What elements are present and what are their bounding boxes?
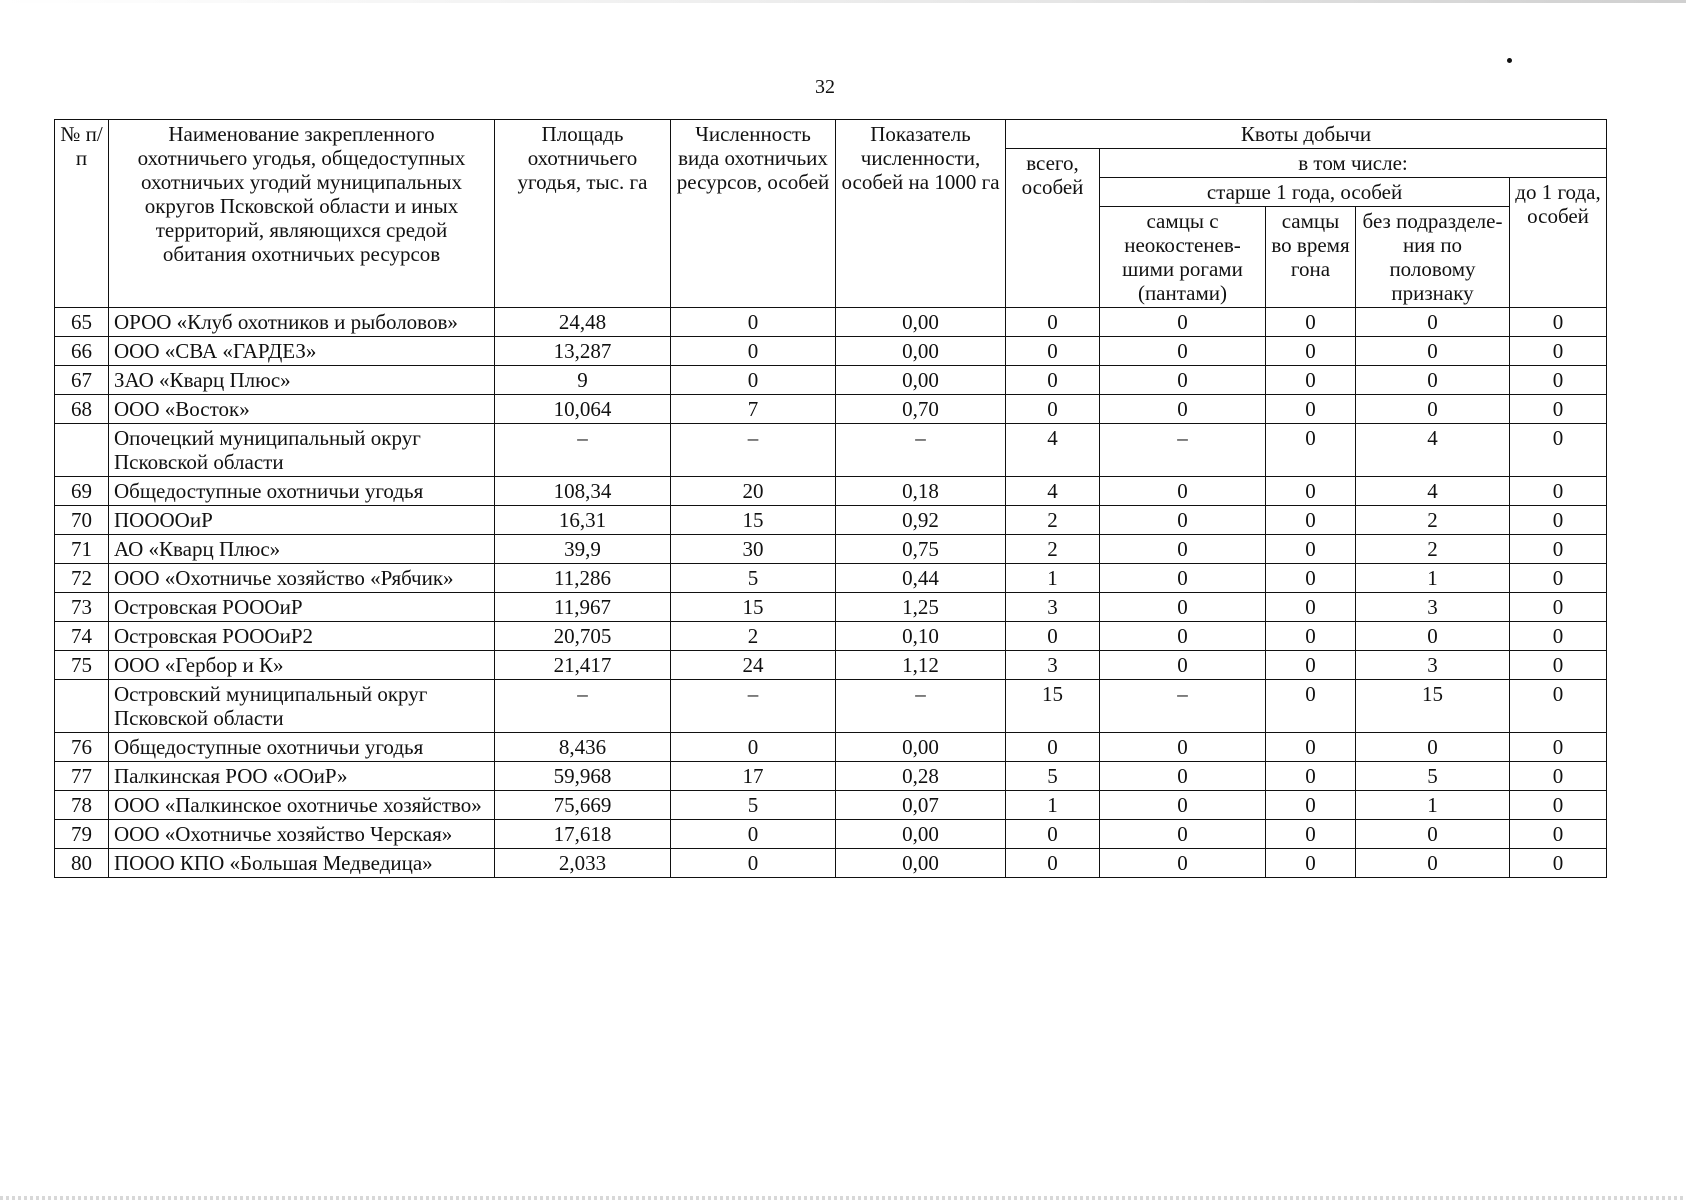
scan-top-edge bbox=[0, 0, 1686, 3]
cell-males-rut: 0 bbox=[1266, 535, 1356, 564]
cell-population: 15 bbox=[671, 506, 836, 535]
header-name: Наименование закрепленного охотничьего угодья, общедоступных охотничьих угодий муниципальных округов Псковской области и иных территорий, являющихся средой обитания охотничьих ресурсов bbox=[109, 120, 495, 308]
cell-area: 24,48 bbox=[495, 308, 671, 337]
cell-index: 0,00 bbox=[836, 733, 1006, 762]
cell-males-rut: 0 bbox=[1266, 680, 1356, 733]
cell-index: 0,00 bbox=[836, 849, 1006, 878]
header-no-sex: без подразделе-ния по половому признаку bbox=[1356, 207, 1510, 308]
cell-name: Островская РОООиР bbox=[109, 593, 495, 622]
cell-num: 69 bbox=[55, 477, 109, 506]
cell-no-sex: 1 bbox=[1356, 564, 1510, 593]
cell-population: 0 bbox=[671, 733, 836, 762]
cell-population: – bbox=[671, 680, 836, 733]
table-row bbox=[55, 564, 1607, 593]
cell-total: 0 bbox=[1006, 337, 1100, 366]
cell-name: Островская РОООиР2 bbox=[109, 622, 495, 651]
cell-index: 0,28 bbox=[836, 762, 1006, 791]
cell-area: 13,287 bbox=[495, 337, 671, 366]
table-row bbox=[55, 308, 1607, 337]
table-row bbox=[55, 424, 1607, 477]
table-row bbox=[55, 506, 1607, 535]
header-area: Площадь охотничьего угодья, тыс. га bbox=[495, 120, 671, 308]
cell-no-sex: 4 bbox=[1356, 477, 1510, 506]
cell-population: – bbox=[671, 424, 836, 477]
cell-name: ООО «СВА «ГАРДЕЗ» bbox=[109, 337, 495, 366]
cell-males-rut: 0 bbox=[1266, 308, 1356, 337]
cell-young: 0 bbox=[1510, 762, 1607, 791]
table-row bbox=[55, 535, 1607, 564]
cell-total: 0 bbox=[1006, 849, 1100, 878]
cell-index: 0,00 bbox=[836, 820, 1006, 849]
cell-males-rut: 0 bbox=[1266, 762, 1356, 791]
cell-name: Общедоступные охотничьи угодья bbox=[109, 477, 495, 506]
cell-young: 0 bbox=[1510, 535, 1607, 564]
cell-total: 2 bbox=[1006, 506, 1100, 535]
cell-males-antlers: 0 bbox=[1100, 477, 1266, 506]
cell-num: 78 bbox=[55, 791, 109, 820]
header-population: Численность вида охотничьих ресурсов, особей bbox=[671, 120, 836, 308]
cell-num bbox=[55, 424, 109, 477]
cell-name: Палкинская РОО «ООиР» bbox=[109, 762, 495, 791]
cell-area: 108,34 bbox=[495, 477, 671, 506]
table-row bbox=[55, 337, 1607, 366]
cell-index: 0,00 bbox=[836, 308, 1006, 337]
cell-males-rut: 0 bbox=[1266, 651, 1356, 680]
cell-num: 74 bbox=[55, 622, 109, 651]
cell-total: 0 bbox=[1006, 622, 1100, 651]
table-row bbox=[55, 762, 1607, 791]
cell-name: Опочецкий муниципальный округ Псковской области bbox=[109, 424, 495, 477]
cell-males-antlers: 0 bbox=[1100, 308, 1266, 337]
cell-males-antlers: 0 bbox=[1100, 622, 1266, 651]
table-row bbox=[55, 820, 1607, 849]
cell-total: 0 bbox=[1006, 308, 1100, 337]
cell-name: ПООО КПО «Большая Медведица» bbox=[109, 849, 495, 878]
cell-total: 15 bbox=[1006, 680, 1100, 733]
cell-young: 0 bbox=[1510, 477, 1607, 506]
cell-young: 0 bbox=[1510, 506, 1607, 535]
cell-index: 1,25 bbox=[836, 593, 1006, 622]
cell-area: 16,31 bbox=[495, 506, 671, 535]
cell-index: 0,18 bbox=[836, 477, 1006, 506]
cell-males-antlers: 0 bbox=[1100, 593, 1266, 622]
cell-index: 0,00 bbox=[836, 337, 1006, 366]
cell-area: – bbox=[495, 680, 671, 733]
cell-index: 0,10 bbox=[836, 622, 1006, 651]
cell-no-sex: 0 bbox=[1356, 337, 1510, 366]
cell-young: 0 bbox=[1510, 791, 1607, 820]
cell-index: 0,07 bbox=[836, 791, 1006, 820]
cell-total: 1 bbox=[1006, 564, 1100, 593]
cell-no-sex: 4 bbox=[1356, 424, 1510, 477]
cell-total: 0 bbox=[1006, 366, 1100, 395]
cell-area: 75,669 bbox=[495, 791, 671, 820]
cell-total: 0 bbox=[1006, 733, 1100, 762]
cell-population: 0 bbox=[671, 820, 836, 849]
cell-index: – bbox=[836, 680, 1006, 733]
table-row bbox=[55, 791, 1607, 820]
cell-name: ООО «Охотничье хозяйство Черская» bbox=[109, 820, 495, 849]
cell-name: Общедоступные охотничьи угодья bbox=[109, 733, 495, 762]
cell-no-sex: 0 bbox=[1356, 849, 1510, 878]
cell-total: 2 bbox=[1006, 535, 1100, 564]
cell-young: 0 bbox=[1510, 395, 1607, 424]
cell-young: 0 bbox=[1510, 424, 1607, 477]
cell-total: 4 bbox=[1006, 477, 1100, 506]
cell-males-antlers: 0 bbox=[1100, 820, 1266, 849]
cell-total: 4 bbox=[1006, 424, 1100, 477]
cell-num bbox=[55, 680, 109, 733]
cell-population: 0 bbox=[671, 308, 836, 337]
cell-num: 80 bbox=[55, 849, 109, 878]
cell-males-rut: 0 bbox=[1266, 564, 1356, 593]
cell-population: 0 bbox=[671, 337, 836, 366]
cell-area: 11,967 bbox=[495, 593, 671, 622]
cell-males-antlers: 0 bbox=[1100, 791, 1266, 820]
cell-males-rut: 0 bbox=[1266, 366, 1356, 395]
cell-no-sex: 0 bbox=[1356, 366, 1510, 395]
cell-population: 0 bbox=[671, 366, 836, 395]
cell-area: 11,286 bbox=[495, 564, 671, 593]
cell-no-sex: 0 bbox=[1356, 395, 1510, 424]
cell-num: 79 bbox=[55, 820, 109, 849]
cell-index: 0,92 bbox=[836, 506, 1006, 535]
cell-name: Островский муниципальный округ Псковской области bbox=[109, 680, 495, 733]
cell-num: 65 bbox=[55, 308, 109, 337]
cell-population: 7 bbox=[671, 395, 836, 424]
cell-index: 0,70 bbox=[836, 395, 1006, 424]
header-young: до 1 года, особей bbox=[1510, 178, 1607, 308]
cell-area: 21,417 bbox=[495, 651, 671, 680]
table-row bbox=[55, 849, 1607, 878]
cell-males-antlers: 0 bbox=[1100, 762, 1266, 791]
table-header bbox=[55, 120, 1607, 308]
header-index: Показатель численности, особей на 1000 га bbox=[836, 120, 1006, 308]
cell-no-sex: 2 bbox=[1356, 506, 1510, 535]
cell-males-rut: 0 bbox=[1266, 395, 1356, 424]
cell-no-sex: 2 bbox=[1356, 535, 1510, 564]
cell-no-sex: 3 bbox=[1356, 651, 1510, 680]
cell-young: 0 bbox=[1510, 308, 1607, 337]
header-quotas: Квоты добычи bbox=[1006, 120, 1607, 149]
cell-population: 0 bbox=[671, 849, 836, 878]
cell-no-sex: 0 bbox=[1356, 308, 1510, 337]
cell-name: ОРОО «Клуб охотников и рыболовов» bbox=[109, 308, 495, 337]
cell-population: 2 bbox=[671, 622, 836, 651]
cell-name: ЗАО «Кварц Плюс» bbox=[109, 366, 495, 395]
cell-name: ООО «Палкинское охотничье хозяйство» bbox=[109, 791, 495, 820]
cell-males-rut: 0 bbox=[1266, 791, 1356, 820]
cell-area: 2,033 bbox=[495, 849, 671, 878]
cell-index: 0,00 bbox=[836, 366, 1006, 395]
header-including: в том числе: bbox=[1100, 149, 1607, 178]
cell-males-rut: 0 bbox=[1266, 424, 1356, 477]
cell-total: 5 bbox=[1006, 762, 1100, 791]
table-row bbox=[55, 622, 1607, 651]
cell-population: 5 bbox=[671, 564, 836, 593]
cell-num: 66 bbox=[55, 337, 109, 366]
cell-area: 8,436 bbox=[495, 733, 671, 762]
cell-num: 76 bbox=[55, 733, 109, 762]
table-row bbox=[55, 366, 1607, 395]
cell-name: ООО «Охотничье хозяйство «Рябчик» bbox=[109, 564, 495, 593]
cell-population: 17 bbox=[671, 762, 836, 791]
table-row bbox=[55, 680, 1607, 733]
cell-males-rut: 0 bbox=[1266, 337, 1356, 366]
header-older: старше 1 года, особей bbox=[1100, 178, 1510, 207]
cell-num: 68 bbox=[55, 395, 109, 424]
cell-young: 0 bbox=[1510, 651, 1607, 680]
header-males-antlers: самцы с неокостенев-шими рогами (пантами) bbox=[1100, 207, 1266, 308]
cell-num: 70 bbox=[55, 506, 109, 535]
cell-total: 0 bbox=[1006, 820, 1100, 849]
table-row bbox=[55, 395, 1607, 424]
header-total: всего, особей bbox=[1006, 149, 1100, 308]
table-row bbox=[55, 651, 1607, 680]
cell-no-sex: 3 bbox=[1356, 593, 1510, 622]
cell-males-rut: 0 bbox=[1266, 506, 1356, 535]
cell-name: ПООООиР bbox=[109, 506, 495, 535]
cell-total: 1 bbox=[1006, 791, 1100, 820]
cell-num: 67 bbox=[55, 366, 109, 395]
cell-total: 3 bbox=[1006, 651, 1100, 680]
cell-males-rut: 0 bbox=[1266, 477, 1356, 506]
cell-young: 0 bbox=[1510, 593, 1607, 622]
cell-no-sex: 0 bbox=[1356, 733, 1510, 762]
cell-males-antlers: 0 bbox=[1100, 849, 1266, 878]
cell-young: 0 bbox=[1510, 733, 1607, 762]
cell-males-antlers: – bbox=[1100, 424, 1266, 477]
table-row bbox=[55, 477, 1607, 506]
cell-males-antlers: 0 bbox=[1100, 651, 1266, 680]
cell-males-antlers: 0 bbox=[1100, 733, 1266, 762]
table-row bbox=[55, 733, 1607, 762]
cell-area: 17,618 bbox=[495, 820, 671, 849]
scan-bottom-edge bbox=[0, 1196, 1686, 1200]
quota-table bbox=[54, 119, 1607, 878]
cell-population: 15 bbox=[671, 593, 836, 622]
cell-males-antlers: 0 bbox=[1100, 337, 1266, 366]
table-row bbox=[55, 593, 1607, 622]
cell-males-antlers: 0 bbox=[1100, 366, 1266, 395]
cell-area: 9 bbox=[495, 366, 671, 395]
cell-index: – bbox=[836, 424, 1006, 477]
cell-young: 0 bbox=[1510, 849, 1607, 878]
cell-no-sex: 0 bbox=[1356, 622, 1510, 651]
cell-males-rut: 0 bbox=[1266, 622, 1356, 651]
cell-males-antlers: – bbox=[1100, 680, 1266, 733]
cell-total: 0 bbox=[1006, 395, 1100, 424]
cell-index: 0,75 bbox=[836, 535, 1006, 564]
cell-young: 0 bbox=[1510, 622, 1607, 651]
table-body bbox=[55, 308, 1607, 878]
cell-young: 0 bbox=[1510, 366, 1607, 395]
page-number: 32 bbox=[815, 76, 835, 98]
cell-males-antlers: 0 bbox=[1100, 564, 1266, 593]
cell-num: 73 bbox=[55, 593, 109, 622]
cell-total: 3 bbox=[1006, 593, 1100, 622]
cell-num: 77 bbox=[55, 762, 109, 791]
cell-no-sex: 1 bbox=[1356, 791, 1510, 820]
cell-males-antlers: 0 bbox=[1100, 535, 1266, 564]
cell-area: – bbox=[495, 424, 671, 477]
cell-area: 39,9 bbox=[495, 535, 671, 564]
cell-index: 1,12 bbox=[836, 651, 1006, 680]
cell-population: 30 bbox=[671, 535, 836, 564]
cell-population: 20 bbox=[671, 477, 836, 506]
cell-name: ООО «Гербор и К» bbox=[109, 651, 495, 680]
cell-young: 0 bbox=[1510, 680, 1607, 733]
header-males-rut: самцы во время гона bbox=[1266, 207, 1356, 308]
cell-population: 24 bbox=[671, 651, 836, 680]
cell-area: 10,064 bbox=[495, 395, 671, 424]
cell-males-rut: 0 bbox=[1266, 593, 1356, 622]
cell-no-sex: 5 bbox=[1356, 762, 1510, 791]
cell-young: 0 bbox=[1510, 820, 1607, 849]
cell-males-rut: 0 bbox=[1266, 733, 1356, 762]
cell-males-rut: 0 bbox=[1266, 849, 1356, 878]
cell-population: 5 bbox=[671, 791, 836, 820]
cell-young: 0 bbox=[1510, 564, 1607, 593]
cell-no-sex: 15 bbox=[1356, 680, 1510, 733]
cell-males-antlers: 0 bbox=[1100, 506, 1266, 535]
cell-no-sex: 0 bbox=[1356, 820, 1510, 849]
cell-name: АО «Кварц Плюс» bbox=[109, 535, 495, 564]
cell-area: 59,968 bbox=[495, 762, 671, 791]
header-num: № п/п bbox=[55, 120, 109, 308]
cell-name: ООО «Восток» bbox=[109, 395, 495, 424]
cell-num: 75 bbox=[55, 651, 109, 680]
cell-young: 0 bbox=[1510, 337, 1607, 366]
cell-males-antlers: 0 bbox=[1100, 395, 1266, 424]
scan-speck bbox=[1507, 58, 1512, 63]
cell-males-rut: 0 bbox=[1266, 820, 1356, 849]
cell-area: 20,705 bbox=[495, 622, 671, 651]
cell-num: 72 bbox=[55, 564, 109, 593]
cell-num: 71 bbox=[55, 535, 109, 564]
cell-index: 0,44 bbox=[836, 564, 1006, 593]
